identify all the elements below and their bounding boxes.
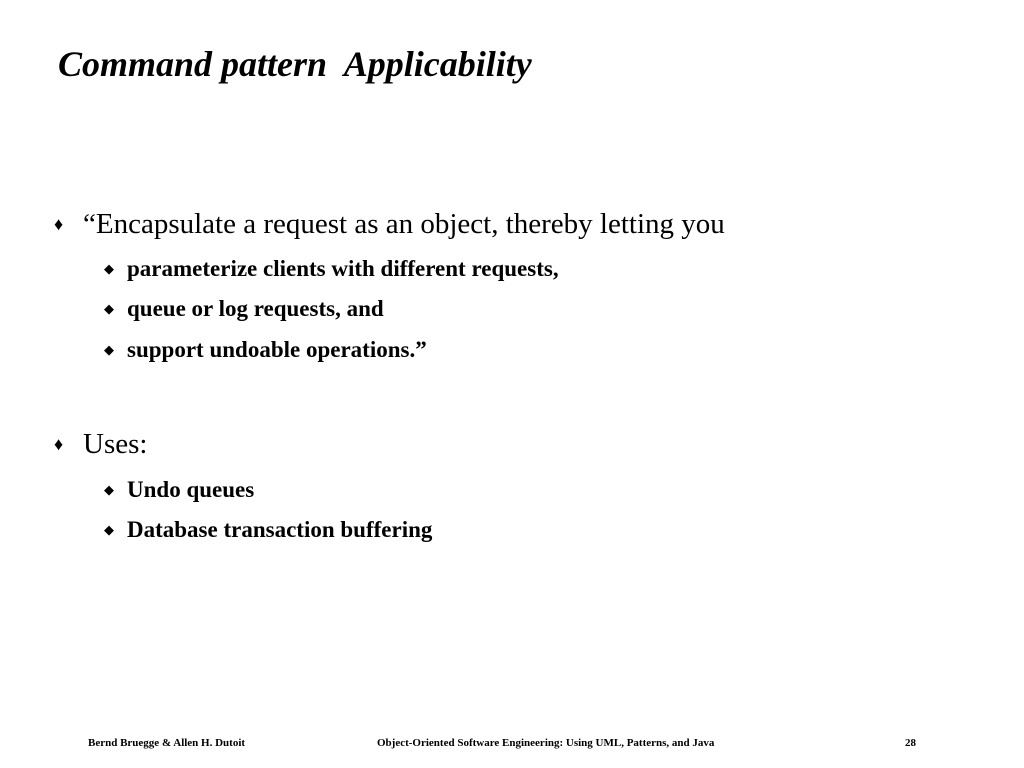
sub-bullet-text: Database transaction buffering — [127, 517, 433, 542]
diamond-bullet-icon: ♦ — [54, 214, 64, 234]
sub-bullet-text: queue or log requests, and — [127, 296, 384, 321]
diamond-sub-bullet-icon: ◆ — [104, 301, 114, 316]
sub-bullet-text: Undo queues — [127, 477, 255, 502]
footer-book-title: Object-Oriented Software Engineering: Using UML, Patterns, and Java — [377, 737, 715, 749]
footer-authors: Bernd Bruegge & Allen H. Dutoit — [88, 737, 246, 749]
diamond-sub-bullet-icon: ◆ — [104, 261, 114, 276]
diamond-sub-bullet-icon: ◆ — [104, 482, 114, 497]
sub-bullet-text: parameterize clients with different requests, — [127, 256, 559, 281]
diamond-sub-bullet-icon: ◆ — [104, 342, 114, 357]
diamond-sub-bullet-icon: ◆ — [104, 522, 114, 537]
slide-title: Command pattern Applicability — [58, 44, 532, 84]
footer-page-number: 28 — [905, 737, 916, 749]
sub-bullet-text: support undoable operations.” — [127, 337, 427, 362]
bullet-text: “Encapsulate a request as an object, thereby letting you — [83, 208, 725, 240]
diamond-bullet-icon: ♦ — [54, 434, 64, 454]
bullet-text: Uses: — [83, 428, 148, 460]
